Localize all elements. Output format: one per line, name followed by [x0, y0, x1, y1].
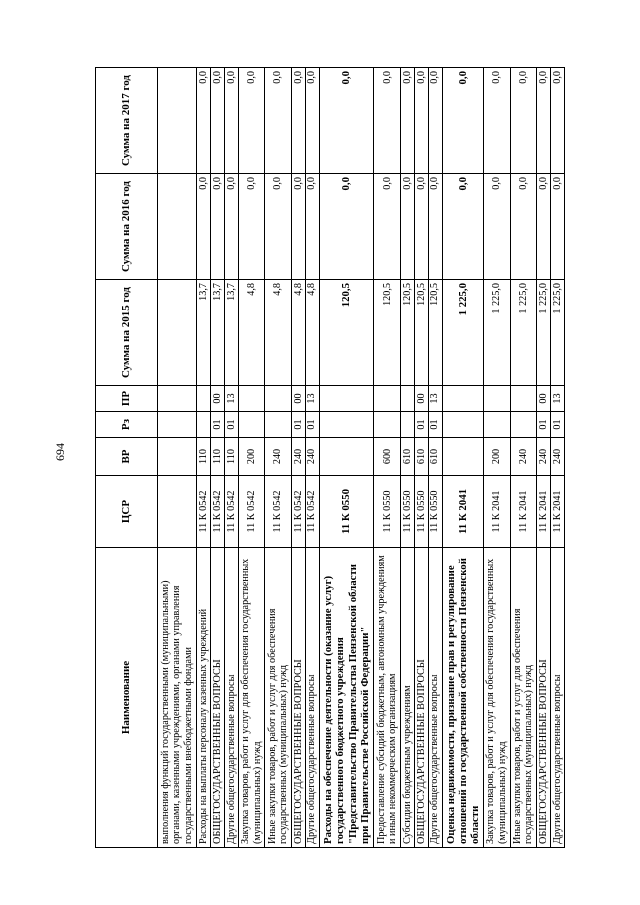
table-cell-rz — [510, 412, 537, 438]
table-cell-name: Иные закупки товаров, работ и услуг для обеспечения государственных (муниципальных) нужд — [510, 548, 537, 848]
table-cell-name: ОБЩЕГОСУДАРСТВЕННЫЕ ВОПРОСЫ — [537, 548, 551, 848]
table-cell-rz — [238, 412, 265, 438]
table-cell-name: Закупка товаров, работ и услуг для обеспечения государственных (муниципальных) нужд — [238, 548, 265, 848]
col-header-sum-2017: Сумма на 2017 год — [96, 68, 158, 174]
table-row — [158, 68, 197, 848]
table-cell-rz — [401, 412, 415, 438]
table-cell-sum-2016: 0,0 — [442, 174, 483, 280]
table-cell-name: ОБЩЕГОСУДАРСТВЕННЫЕ ВОПРОСЫ — [211, 548, 225, 848]
col-header-rz: Рз — [96, 412, 158, 438]
table-cell-name: Расходы на выплаты персоналу казенных учреждений — [197, 548, 211, 848]
table-cell-sum-2016: 0,0 — [238, 174, 265, 280]
table-row — [550, 68, 564, 848]
table-cell-sum-2015: 4,8 — [238, 280, 265, 386]
table-cell-pr — [319, 386, 374, 412]
table-cell-sum-2016: 0,0 — [197, 174, 211, 280]
table-cell-pr — [484, 386, 511, 412]
table-row — [238, 68, 265, 848]
table-row — [414, 68, 428, 848]
table-cell-sum-2016: 0,0 — [319, 174, 374, 280]
table-cell-sum-2015: 120,5 — [374, 280, 401, 386]
table-cell-sum-2017 — [158, 68, 197, 174]
table-cell-vr — [319, 438, 374, 476]
table-row — [319, 68, 374, 848]
table-cell-sum-2015: 1 225,0 — [442, 280, 483, 386]
table-cell-vr: 610 — [428, 438, 442, 476]
table-cell-sum-2017: 0,0 — [428, 68, 442, 174]
table-cell-sum-2016: 0,0 — [291, 174, 305, 280]
table-cell-pr — [158, 386, 197, 412]
table-row — [291, 68, 305, 848]
budget-table — [95, 67, 565, 848]
table-cell-pr — [442, 386, 483, 412]
table-cell-csr: 11 К 2041 — [484, 476, 511, 548]
table-cell-csr: 11 К 0550 — [319, 476, 374, 548]
table-cell-name: Закупка товаров, работ и услуг для обеспечения государственных (муниципальных) нужд — [484, 548, 511, 848]
table-header-row — [96, 68, 158, 848]
table-cell-vr: 240 — [305, 438, 319, 476]
table-cell-vr: 240 — [265, 438, 292, 476]
table-cell-sum-2017: 0,0 — [414, 68, 428, 174]
table-cell-sum-2016: 0,0 — [374, 174, 401, 280]
table-row — [510, 68, 537, 848]
table-cell-pr: 00 — [537, 386, 551, 412]
budget-table-rotated — [95, 68, 565, 848]
col-header-sum-2015: Сумма на 2015 год — [96, 280, 158, 386]
table-cell-pr — [510, 386, 537, 412]
table-cell-pr: 00 — [291, 386, 305, 412]
table-cell-vr: 240 — [291, 438, 305, 476]
table-row — [265, 68, 292, 848]
table-cell-sum-2016: 0,0 — [414, 174, 428, 280]
table-cell-sum-2017: 0,0 — [224, 68, 238, 174]
table-cell-pr: 13 — [224, 386, 238, 412]
table-cell-sum-2015: 1 225,0 — [510, 280, 537, 386]
table-cell-rz — [484, 412, 511, 438]
table-cell-csr: 11 К 0542 — [197, 476, 211, 548]
table-cell-csr: 11 К 0542 — [265, 476, 292, 548]
table-cell-sum-2015: 120,5 — [319, 280, 374, 386]
table-cell-sum-2017: 0,0 — [197, 68, 211, 174]
table-cell-rz — [442, 412, 483, 438]
table-cell-sum-2015: 13,7 — [224, 280, 238, 386]
table-cell-csr: 11 К 0550 — [428, 476, 442, 548]
table-cell-sum-2015: 1 225,0 — [537, 280, 551, 386]
col-header-pr: ПР — [96, 386, 158, 412]
table-cell-rz: 01 — [550, 412, 564, 438]
table-row — [442, 68, 483, 848]
table-cell-pr — [401, 386, 415, 412]
table-cell-name: Другие общегосударственные вопросы — [224, 548, 238, 848]
table-cell-rz — [374, 412, 401, 438]
table-cell-pr: 13 — [428, 386, 442, 412]
table-cell-pr — [374, 386, 401, 412]
table-cell-name: Другие общегосударственные вопросы — [428, 548, 442, 848]
table-cell-rz: 01 — [414, 412, 428, 438]
table-row — [305, 68, 319, 848]
table-row — [197, 68, 211, 848]
table-cell-rz: 01 — [224, 412, 238, 438]
table-body — [158, 68, 565, 848]
table-cell-rz — [319, 412, 374, 438]
table-cell-rz: 01 — [211, 412, 225, 438]
table-cell-vr: 240 — [550, 438, 564, 476]
table-cell-name: выполнения функций государственными (муниципальными) органами, казенными учреждениями, органами управления государственными внебюджетными фондами — [158, 548, 197, 848]
table-cell-vr: 240 — [537, 438, 551, 476]
table-cell-name: Расходы на обеспечение деятельности (оказание услуг) государственного бюджетного учреждения "Представительство Правительства Пензенской области при Правительстве Российской Федерации" — [319, 548, 374, 848]
table-cell-sum-2015: 120,5 — [414, 280, 428, 386]
table-cell-csr: 11 К 0542 — [291, 476, 305, 548]
table-cell-csr: 11 К 0542 — [238, 476, 265, 548]
page-number: 694 — [53, 443, 67, 461]
table-cell-sum-2016: 0,0 — [265, 174, 292, 280]
table-cell-csr: 11 К 0550 — [401, 476, 415, 548]
table-cell-csr: 11 К 0542 — [224, 476, 238, 548]
table-cell-sum-2016: 0,0 — [211, 174, 225, 280]
table-cell-name: Субсидии бюджетным учреждениям — [401, 548, 415, 848]
table-cell-sum-2016: 0,0 — [224, 174, 238, 280]
col-header-sum-2016: Сумма на 2016 год — [96, 174, 158, 280]
table-cell-sum-2017: 0,0 — [238, 68, 265, 174]
table-cell-pr — [197, 386, 211, 412]
table-cell-sum-2015 — [158, 280, 197, 386]
table-cell-sum-2016: 0,0 — [484, 174, 511, 280]
table-row — [374, 68, 401, 848]
table-cell-vr: 200 — [238, 438, 265, 476]
table-cell-rz: 01 — [428, 412, 442, 438]
table-cell-sum-2017: 0,0 — [291, 68, 305, 174]
table-cell-rz: 01 — [305, 412, 319, 438]
col-header-csr: ЦСР — [96, 476, 158, 548]
table-cell-sum-2017: 0,0 — [401, 68, 415, 174]
table-cell-pr — [265, 386, 292, 412]
table-cell-pr: 13 — [550, 386, 564, 412]
table-row — [224, 68, 238, 848]
table-cell-sum-2016: 0,0 — [510, 174, 537, 280]
col-header-vr: ВР — [96, 438, 158, 476]
table-cell-sum-2016 — [158, 174, 197, 280]
table-cell-sum-2017: 0,0 — [550, 68, 564, 174]
table-row — [401, 68, 415, 848]
table-cell-sum-2017: 0,0 — [305, 68, 319, 174]
table-cell-pr: 13 — [305, 386, 319, 412]
table-cell-csr: 11 К 2041 — [510, 476, 537, 548]
table-row — [484, 68, 511, 848]
table-cell-csr: 11 К 2041 — [442, 476, 483, 548]
table-cell-rz: 01 — [537, 412, 551, 438]
table-cell-sum-2015: 1 225,0 — [484, 280, 511, 386]
table-cell-name: ОБЩЕГОСУДАРСТВЕННЫЕ ВОПРОСЫ — [414, 548, 428, 848]
table-cell-vr: 610 — [401, 438, 415, 476]
table-cell-sum-2015: 120,5 — [401, 280, 415, 386]
table-cell-sum-2015: 1 225,0 — [550, 280, 564, 386]
table-cell-vr: 200 — [484, 438, 511, 476]
table-cell-csr: 11 К 0550 — [374, 476, 401, 548]
table-row — [428, 68, 442, 848]
table-cell-rz — [197, 412, 211, 438]
table-cell-csr: 11 К 0542 — [305, 476, 319, 548]
table-cell-csr: 11 К 0542 — [211, 476, 225, 548]
table-cell-vr: 110 — [224, 438, 238, 476]
table-cell-sum-2015: 13,7 — [211, 280, 225, 386]
table-cell-sum-2015: 13,7 — [197, 280, 211, 386]
table-cell-sum-2017: 0,0 — [442, 68, 483, 174]
table-cell-vr: 600 — [374, 438, 401, 476]
table-cell-vr — [442, 438, 483, 476]
table-cell-sum-2016: 0,0 — [401, 174, 415, 280]
table-cell-vr — [158, 438, 197, 476]
table-cell-sum-2017: 0,0 — [374, 68, 401, 174]
table-cell-csr: 11 К 2041 — [550, 476, 564, 548]
table-cell-name: Другие общегосударственные вопросы — [305, 548, 319, 848]
table-cell-pr — [238, 386, 265, 412]
table-cell-sum-2016: 0,0 — [305, 174, 319, 280]
table-cell-vr: 110 — [211, 438, 225, 476]
table-cell-csr — [158, 476, 197, 548]
table-cell-rz — [265, 412, 292, 438]
table-row — [211, 68, 225, 848]
table-cell-sum-2017: 0,0 — [484, 68, 511, 174]
col-header-name: Наименование — [96, 548, 158, 848]
table-cell-sum-2017: 0,0 — [211, 68, 225, 174]
table-cell-sum-2015: 120,5 — [428, 280, 442, 386]
table-cell-pr: 00 — [414, 386, 428, 412]
table-row — [537, 68, 551, 848]
table-cell-name: ОБЩЕГОСУДАРСТВЕННЫЕ ВОПРОСЫ — [291, 548, 305, 848]
table-cell-sum-2016: 0,0 — [550, 174, 564, 280]
table-cell-vr: 610 — [414, 438, 428, 476]
table-cell-rz — [158, 412, 197, 438]
table-cell-csr: 11 К 2041 — [537, 476, 551, 548]
table-cell-vr: 110 — [197, 438, 211, 476]
table-cell-sum-2017: 0,0 — [319, 68, 374, 174]
table-cell-name: Другие общегосударственные вопросы — [550, 548, 564, 848]
table-cell-sum-2017: 0,0 — [265, 68, 292, 174]
table-cell-name: Предоставление субсидий бюджетным, автономным учреждениям и иным некоммерческим организациям — [374, 548, 401, 848]
table-cell-sum-2017: 0,0 — [510, 68, 537, 174]
table-cell-sum-2016: 0,0 — [428, 174, 442, 280]
table-cell-rz: 01 — [291, 412, 305, 438]
table-cell-csr: 11 К 0550 — [414, 476, 428, 548]
table-cell-vr: 240 — [510, 438, 537, 476]
table-cell-sum-2015: 4,8 — [291, 280, 305, 386]
table-cell-pr: 00 — [211, 386, 225, 412]
table-cell-sum-2016: 0,0 — [537, 174, 551, 280]
table-cell-sum-2015: 4,8 — [265, 280, 292, 386]
table-cell-name: Иные закупки товаров, работ и услуг для обеспечения государственных (муниципальных) нужд — [265, 548, 292, 848]
table-cell-sum-2015: 4,8 — [305, 280, 319, 386]
table-cell-sum-2017: 0,0 — [537, 68, 551, 174]
table-cell-name: Оценка недвижимости, признание прав и регулирование отношений по государственной собственности Пензенской области — [442, 548, 483, 848]
